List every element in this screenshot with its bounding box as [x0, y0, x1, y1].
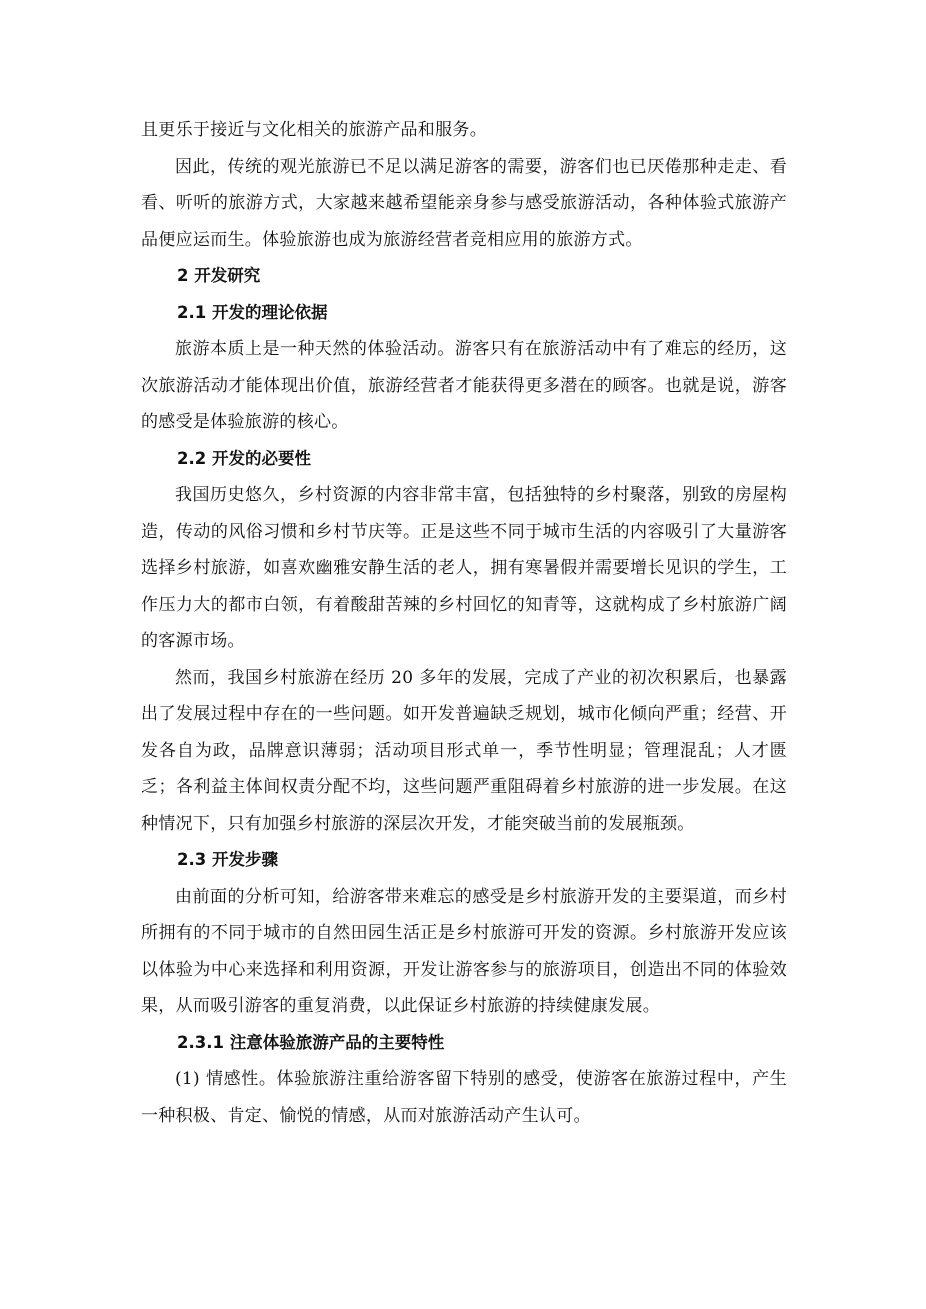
paragraph-tourism-demand: 因此，传统的观光旅游已不足以满足游客的需要，游客们也已厌倦那种走走、看看、听听的旅游方式，大家越来越希望能亲身参与感受旅游活动，各种体验式旅游产品便应运而生。体验旅游也成为旅游经营者竞相应用的旅游方式。	[141, 156, 787, 250]
paragraph-necessity-resources: 我国历史悠久，乡村资源的内容非常丰富，包括独特的乡村聚落，别致的房屋构造，传动的风俗习惯和乡村节庆等。正是这些不同于城市生活的内容吸引了大量游客选择乡村旅游，如喜欢幽雅安静生活的老人，拥有寒暑假并需要增长见识的学生，工作压力大的都市白领，有着酸甜苦辣的乡村回忆的知青等，这就构成了乡村旅游广阔的客源市场。	[141, 485, 787, 651]
heading-section-2: 2 开发研究	[177, 266, 261, 285]
document-page	[141, 112, 787, 1134]
paragraph-theory-basis: 旅游本质上是一种天然的体验活动。游客只有在旅游活动中有了难忘的经历，这次旅游活动才能体现出价值，旅游经营者才能获得更多潜在的顾客。也就是说，游客的感受是体验旅游的核心。	[141, 339, 787, 432]
heading-section-2-3: 2.3 开发步骤	[177, 850, 278, 869]
paragraph-emotional-trait: (1) 情感性。体验旅游注重给游客留下特别的感受，使游客在旅游过程中，产生一种积极、肯定、愉悦的情感，从而对旅游活动产生认可。	[141, 1069, 787, 1126]
paragraph-continuation: 且更乐于接近与文化相关的旅游产品和服务。	[141, 120, 487, 140]
paragraph-development-steps: 由前面的分析可知，给游客带来难忘的感受是乡村旅游开发的主要渠道，而乡村所拥有的不同于城市的自然田园生活正是乡村旅游可开发的资源。乡村旅游开发应该以体验为中心来选择和利用资源，开发让游客参与的旅游项目，创造出不同的体验效果，从而吸引游客的重复消费，以此保证乡村旅游的持续健康发展。	[141, 886, 787, 1016]
heading-section-2-2: 2.2 开发的必要性	[177, 448, 311, 468]
heading-section-2-3-1: 2.3.1 注意体验旅游产品的主要特性	[177, 1032, 445, 1052]
paragraph-necessity-problems: 然而，我国乡村旅游在经历 20 多年的发展，完成了产业的初次积累后，也暴露出了发展过程中存在的一些问题。如开发普遍缺乏规划，城市化倾向严重；经营、开发各自为政，品牌意识薄弱；活动项目形式单一，季节性明显；管理混乱；人才匮乏；各利益主体间权责分配不均，这些问题严重阻碍着乡村旅游的进一步发展。在这种情况下，只有加强乡村旅游的深层次开发，才能突破当前的发展瓶颈。	[141, 667, 787, 834]
heading-section-2-1: 2.1 开发的理论依据	[177, 302, 328, 322]
